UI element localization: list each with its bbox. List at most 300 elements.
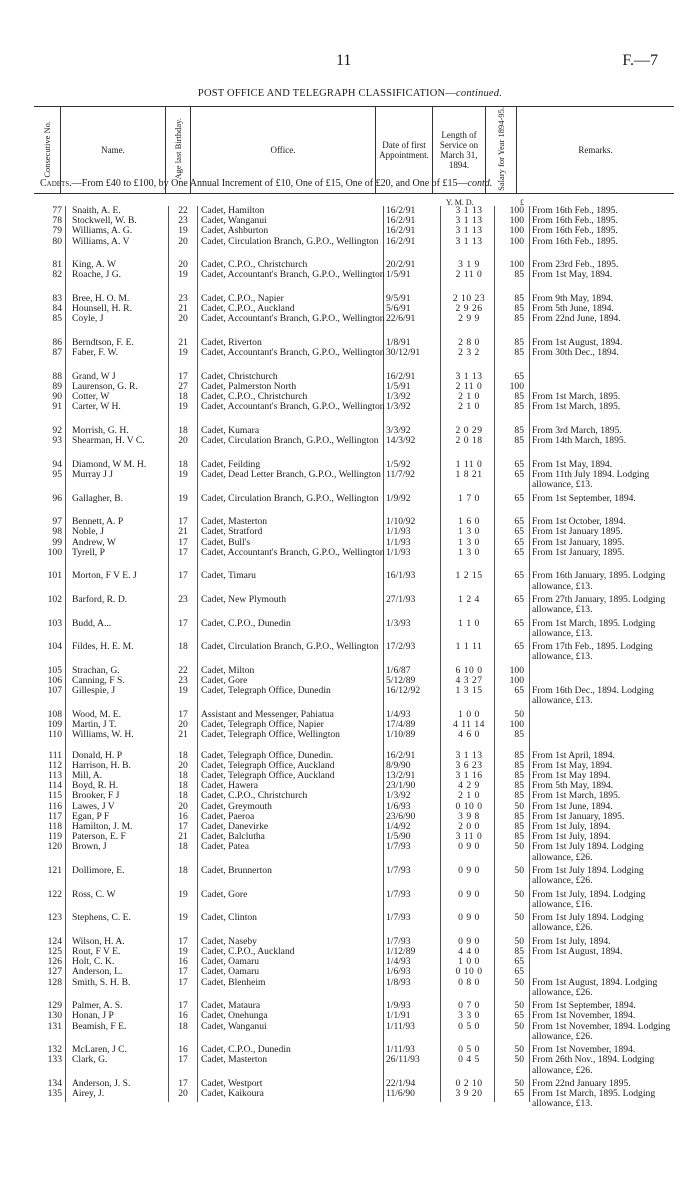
row-age: 20: [178, 435, 188, 447]
row-name: Brooker, F J: [72, 790, 120, 802]
row-date: 3/3/92: [386, 425, 411, 436]
row-office: Cadet, Telegraph Office, Auckland: [201, 770, 335, 781]
row-remarks: From 1st November, 1894.: [532, 1044, 636, 1056]
row-remarks: From 30th Dec., 1894.: [532, 347, 619, 359]
row-service: 0 10 0: [455, 800, 483, 812]
row-service: 3 6 23: [455, 759, 483, 771]
row-salary: 85: [514, 770, 524, 781]
row-age: 20: [178, 719, 188, 730]
row-remarks: From 1st November, 1894. Lodging allowance, £26.: [532, 1020, 671, 1042]
row-remarks: From 3rd March, 1895.: [532, 425, 622, 436]
row-number: 96: [52, 492, 62, 504]
row-salary: 65: [514, 594, 524, 605]
row-number: 81: [52, 259, 62, 271]
row-number: 113: [47, 770, 62, 781]
col-age: Age last Birthday.: [166, 107, 191, 194]
row-remarks: From 23rd Feb., 1895.: [532, 259, 619, 271]
section-label: Cadets.: [40, 178, 72, 189]
row-office: Cadet, Telegraph Office, Napier: [201, 719, 324, 730]
row-salary: 65: [514, 370, 524, 382]
row-service: 3 1 9: [458, 259, 480, 271]
row-salary: 85: [514, 821, 524, 832]
row-remarks: From 1st May, 1894.: [532, 759, 613, 771]
row-service: 1 7 0: [458, 492, 480, 504]
row-name: Canning, F S.: [72, 675, 125, 686]
row-age: 18: [178, 841, 188, 853]
row-number: 90: [52, 391, 62, 403]
row-age: 18: [178, 865, 188, 876]
row-salary: 85: [514, 435, 524, 447]
row-remarks: From 27th January, 1895. Lodging allowance, £13.: [532, 594, 666, 616]
row-remarks: From 1st January, 1895.: [532, 546, 625, 558]
row-number: 126: [47, 956, 62, 968]
col-no: Consecutive No.: [34, 107, 61, 194]
row-name: Williams, A. G.: [72, 225, 133, 237]
row-name: Anderson, L.: [72, 966, 123, 978]
row-remarks: From 1st January, 1895.: [532, 536, 625, 548]
row-salary: 85: [514, 293, 524, 304]
row-service: 2 11 0: [455, 381, 483, 392]
row-age: 16: [178, 1010, 188, 1022]
row-salary: 65: [514, 685, 524, 697]
row-age: 21: [178, 526, 188, 538]
row-office: Cadet, Circulation Branch, G.P.O., Wellington: [201, 641, 379, 653]
row-name: Stephens, C. E.: [72, 912, 131, 924]
row-office: Cadet, Feilding: [201, 458, 261, 470]
row-salary: 50: [514, 1020, 524, 1032]
row-age: 18: [178, 780, 188, 792]
row-age: 17: [178, 370, 188, 382]
row-office: Cadet, Masterton: [201, 1054, 268, 1066]
row-age: 22: [178, 205, 188, 216]
row-date: 1/1/93: [386, 536, 411, 548]
row-number: 89: [52, 381, 62, 392]
row-date: 1/7/93: [386, 865, 411, 876]
row-name: Gillespie, J: [72, 685, 116, 697]
row-name: Ross, C. W: [72, 888, 116, 900]
row-number: 108: [47, 708, 62, 720]
row-salary: 50: [514, 1044, 524, 1056]
row-service: 0 9 0: [458, 841, 480, 853]
row-name: Paterson, E. F: [72, 831, 126, 843]
row-name: Mill, A.: [72, 770, 103, 781]
row-office: Cadet, Westport: [201, 1078, 263, 1089]
row-service: 1 3 0: [458, 526, 480, 538]
row-office: Cadet, Kumara: [201, 425, 260, 436]
row-office: Cadet, Riverton: [201, 337, 262, 348]
row-office: Cadet, Blenheim: [201, 976, 266, 988]
row-remarks: From 1st August, 1894. Lodging allowance, £26.: [532, 976, 658, 998]
row-service: 1 1 0: [458, 617, 480, 629]
row-office: Cadet, Timaru: [201, 570, 256, 582]
row-date: 13/2/91: [386, 770, 416, 781]
row-remarks: From 1st June, 1894.: [532, 800, 613, 812]
row-service: 2 8 0: [458, 337, 480, 348]
row-name: Harrison, H. B.: [72, 759, 131, 771]
row-age: 19: [178, 685, 188, 697]
row-number: 99: [52, 536, 62, 548]
row-age: 17: [178, 536, 188, 548]
row-number: 101: [47, 570, 62, 582]
row-number: 120: [47, 841, 62, 853]
col-office: Office.: [191, 107, 376, 194]
row-number: 104: [47, 641, 62, 653]
row-date: 16/2/91: [386, 235, 416, 247]
row-service: 0 8 0: [458, 976, 480, 988]
row-service: 4 6 0: [458, 729, 480, 741]
row-name: McLaren, J C.: [72, 1044, 127, 1056]
row-service: 1 3 15: [455, 685, 483, 697]
row-name: Lawes, J V: [72, 800, 115, 812]
row-date: 1/5/91: [386, 269, 411, 281]
row-name: Beamish, F E.: [72, 1020, 127, 1032]
row-office: Cadet, Accountant's Branch, G.P.O., Wellington: [201, 401, 385, 413]
row-date: 26/11/93: [386, 1054, 420, 1066]
row-service: 2 10 23: [452, 293, 486, 304]
row-service: 1 1 11: [455, 641, 483, 653]
row-salary: 85: [514, 810, 524, 822]
row-age: 17: [178, 617, 188, 629]
row-date: 27/1/93: [386, 594, 416, 605]
row-date: 1/9/93: [386, 1000, 411, 1012]
row-number: 114: [47, 780, 62, 792]
row-office: Cadet, Telegraph Office, Dunedin: [201, 685, 331, 697]
row-service: 3 1 13: [455, 749, 483, 761]
row-date: 1/4/92: [386, 821, 411, 832]
page-header: [0, 52, 700, 74]
row-age: 17: [178, 935, 188, 947]
row-office: Cadet, Stratford: [201, 526, 263, 538]
row-date: 5/12/89: [386, 675, 416, 686]
row-service: 1 2 15: [455, 570, 483, 582]
row-remarks: From 1st July, 1894. Lodging allowance, £16.: [532, 888, 646, 910]
row-date: 1/7/93: [386, 935, 411, 947]
row-service: 2 9 26: [455, 303, 483, 315]
row-salary: 50: [514, 865, 524, 876]
row-date: 16/2/91: [386, 205, 416, 216]
row-salary: 50: [514, 1078, 524, 1089]
row-salary: 50: [514, 800, 524, 812]
row-salary: 100: [509, 675, 524, 686]
row-service: 2 0 18: [455, 435, 483, 447]
row-service: 1 3 0: [458, 546, 480, 558]
row-salary: 65: [514, 469, 524, 480]
row-remarks: From 5th May, 1894.: [532, 780, 614, 792]
row-date: 1/1/93: [386, 526, 411, 538]
row-service: 4 3 27: [455, 675, 483, 686]
row-office: Cadet, Circulation Branch, G.P.O., Wellington: [201, 492, 379, 504]
row-age: 20: [178, 800, 188, 812]
row-salary: 85: [514, 946, 524, 957]
row-name: Clark, G.: [72, 1054, 108, 1066]
row-office: Cadet, Hamilton: [201, 205, 265, 216]
row-remarks: From 1st July, 1894.: [532, 935, 611, 947]
row-name: Murray J J: [72, 469, 114, 480]
row-date: 11/7/92: [386, 469, 415, 480]
row-remarks: From 1st January 1895.: [532, 526, 623, 538]
row-number: 87: [52, 347, 62, 359]
row-number: 106: [47, 675, 62, 686]
row-date: 22/1/94: [386, 1078, 416, 1089]
row-remarks: From 1st May 1894.: [532, 770, 611, 781]
row-salary: 50: [514, 1054, 524, 1066]
row-remarks: From 1st March, 1895. Lodging allowance, £13.: [532, 1088, 656, 1110]
row-age: 20: [178, 759, 188, 771]
row-remarks: From 1st March, 1895. Lodging allowance, £13.: [532, 617, 656, 639]
row-remarks: From 11th July 1894. Lodging allowance, £13.: [532, 469, 650, 491]
row-date: 1/7/93: [386, 841, 411, 853]
row-number: 109: [47, 719, 62, 730]
row-age: 16: [178, 1044, 188, 1056]
row-number: 122: [47, 888, 62, 900]
row-date: 16/2/91: [386, 225, 416, 237]
row-name: Williams, A. V: [72, 235, 130, 247]
row-number: 103: [47, 617, 62, 629]
row-office: Cadet, C.P.O., Christchurch: [201, 259, 308, 271]
row-number: 135: [47, 1088, 62, 1100]
row-date: 5/6/91: [386, 303, 411, 315]
row-age: 16: [178, 810, 188, 822]
row-service: 1 8 21: [455, 469, 483, 480]
row-office: Assistant and Messenger, Pahiatua: [201, 708, 334, 720]
row-service: 4 11 14: [453, 719, 485, 730]
row-name: Rout, F V E.: [72, 946, 121, 957]
row-date: 1/4/93: [386, 708, 411, 720]
row-remarks: From 1st September, 1894.: [532, 1000, 636, 1012]
row-name: Smith, S. H. B.: [72, 976, 131, 988]
title-continued: continued.: [456, 88, 503, 99]
row-age: 18: [178, 749, 188, 761]
row-age: 18: [178, 391, 188, 403]
row-salary: 85: [514, 425, 524, 436]
row-service: 1 0 0: [458, 956, 480, 968]
row-age: 19: [178, 888, 188, 900]
row-date: 16/12/92: [386, 685, 421, 697]
row-age: 20: [178, 1088, 188, 1100]
row-date: 1/7/93: [386, 888, 411, 900]
row-service: 3 9 8: [458, 810, 480, 822]
row-age: 17: [178, 546, 188, 558]
row-date: 1/11/93: [386, 1044, 415, 1056]
row-service: 0 4 5: [458, 1054, 480, 1066]
row-name: Holt, C. K.: [72, 956, 115, 968]
row-salary: 65: [514, 492, 524, 504]
row-remarks: From 1st March, 1895.: [532, 401, 621, 413]
row-salary: 65: [514, 536, 524, 548]
row-number: 124: [47, 935, 62, 947]
row-number: 80: [52, 235, 62, 247]
row-number: 116: [47, 800, 62, 812]
row-office: Cadet, Accountant's Branch, G.P.O., Wellington: [201, 269, 385, 281]
section-cont: contd.: [467, 178, 493, 189]
row-date: 17/2/93: [386, 641, 416, 653]
row-date: 1/6/87: [386, 664, 411, 676]
row-name: Barford, R. D.: [72, 594, 128, 605]
row-office: Cadet, Accountant's Branch, G.P.O., Wellington: [201, 546, 385, 558]
row-name: Snaith, A. E.: [72, 205, 121, 216]
row-office: Cadet, Circulation Branch, G.P.O., Wellington: [201, 435, 379, 447]
row-office: Cadet, Oamaru: [201, 956, 260, 968]
row-number: 79: [52, 225, 62, 237]
row-office: Cadet, Greymouth: [201, 800, 272, 812]
row-office: Cadet, Telegraph Office, Dunedin.: [201, 749, 334, 761]
row-number: 119: [47, 831, 62, 843]
row-salary: 100: [509, 719, 524, 730]
row-number: 98: [52, 526, 62, 538]
row-office: Cadet, Kaikoura: [201, 1088, 264, 1100]
row-service: 0 5 0: [458, 1044, 480, 1056]
row-service: 1 11 0: [455, 458, 483, 470]
row-service: 3 1 13: [455, 225, 483, 237]
row-salary: 85: [514, 790, 524, 802]
row-number: 100: [47, 546, 62, 558]
row-date: 9/5/91: [386, 293, 411, 304]
row-service: 2 3 2: [458, 347, 480, 359]
row-remarks: From 14th March, 1895.: [532, 435, 627, 447]
row-salary: 50: [514, 841, 524, 853]
row-number: 77: [52, 205, 62, 216]
row-office: Cadet, Accountant's Branch, G.P.O., Wellington: [201, 313, 385, 325]
row-name: Wilson, H. A.: [72, 935, 125, 947]
row-salary: 100: [509, 259, 524, 271]
row-remarks: From 1st July, 1894.: [532, 831, 611, 843]
salary-units: £: [520, 198, 524, 207]
col-remarks: Remarks.: [517, 107, 675, 194]
row-salary: 50: [514, 708, 524, 720]
row-number: 97: [52, 516, 62, 528]
row-office: Cadet, C.P.O., Christchurch: [201, 790, 308, 802]
row-date: 1/8/93: [386, 976, 411, 988]
row-number: 91: [52, 401, 62, 413]
row-salary: 50: [514, 888, 524, 900]
row-name: Berndtson, F. E.: [72, 337, 134, 348]
row-date: 20/2/91: [386, 259, 416, 271]
row-salary: 65: [514, 966, 524, 978]
row-number: 92: [52, 425, 62, 436]
row-date: 1/6/93: [386, 966, 411, 978]
row-salary: 50: [514, 912, 524, 924]
row-date: 1/10/92: [386, 516, 416, 528]
row-remarks: From 1st January, 1895.: [532, 810, 625, 822]
row-date: 1/3/92: [386, 790, 411, 802]
row-office: Cadet, Telegraph Office, Auckland: [201, 759, 335, 771]
table-body: [34, 205, 674, 1110]
row-name: Andrew, W: [72, 536, 116, 548]
row-salary: 85: [514, 759, 524, 771]
row-number: 86: [52, 337, 62, 348]
row-name: Morton, F V E. J: [72, 570, 137, 582]
row-number: 88: [52, 370, 62, 382]
row-date: 16/1/93: [386, 570, 416, 582]
row-age: 17: [178, 966, 188, 978]
row-number: 125: [47, 946, 62, 957]
row-name: Bennett, A. P: [72, 516, 124, 528]
col-service: Length of Service on March 31, 1894.: [433, 107, 486, 194]
row-date: 1/1/93: [386, 546, 411, 558]
row-date: 1/9/92: [386, 492, 411, 504]
row-salary: 100: [509, 215, 524, 227]
row-service: 2 9 9: [458, 313, 480, 325]
row-age: 21: [178, 337, 188, 348]
row-office: Cadet, Dead Letter Branch, G.P.O., Wellington: [201, 469, 381, 480]
row-date: 23/1/90: [386, 780, 416, 792]
row-office: Cadet, Wanganui: [201, 1020, 267, 1032]
row-age: 17: [178, 570, 188, 582]
row-name: Palmer, A. S.: [72, 1000, 123, 1012]
row-service: 1 3 0: [458, 536, 480, 548]
row-number: 85: [52, 313, 62, 325]
row-age: 19: [178, 469, 188, 480]
row-age: 21: [178, 303, 188, 315]
row-office: Cadet, Paeroa: [201, 810, 255, 822]
row-salary: 100: [509, 235, 524, 247]
row-age: 19: [178, 492, 188, 504]
row-name: Noble, J: [72, 526, 104, 538]
row-service: 1 0 0: [458, 708, 480, 720]
row-date: 1/3/93: [386, 617, 411, 629]
row-age: 17: [178, 708, 188, 720]
row-number: 115: [47, 790, 62, 802]
row-number: 112: [47, 759, 62, 771]
row-salary: 50: [514, 976, 524, 988]
row-name: Tyrell, P: [72, 546, 105, 558]
row-date: 1/5/91: [386, 381, 411, 392]
row-number: 102: [47, 594, 62, 605]
row-date: 1/7/93: [386, 912, 411, 924]
row-office: Cadet, Balclutha: [201, 831, 265, 843]
row-age: 16: [178, 956, 188, 968]
row-date: 1/3/92: [386, 401, 411, 413]
row-age: 23: [178, 675, 188, 686]
row-salary: 85: [514, 729, 524, 741]
row-name: Stockwell, W. B.: [72, 215, 137, 227]
row-office: Cadet, C.P.O., Dunedin: [201, 617, 291, 629]
row-service: 0 2 10: [455, 1078, 483, 1089]
row-name: Carter, W H.: [72, 401, 121, 413]
row-remarks: From 1st April, 1894.: [532, 749, 615, 761]
row-name: Diamond, W M. H.: [72, 458, 147, 470]
row-number: 128: [47, 976, 62, 988]
row-number: 117: [47, 810, 62, 822]
row-date: 23/6/90: [386, 810, 416, 822]
row-office: Cadet, Gore: [201, 675, 248, 686]
row-name: Fildes, H. E. M.: [72, 641, 134, 653]
row-remarks: From 1st May, 1894.: [532, 458, 613, 470]
row-remarks: From 22nd June, 1894.: [532, 313, 621, 325]
row-office: Cadet, Patea: [201, 841, 249, 853]
row-number: 111: [48, 749, 62, 761]
row-office: Cadet, C.P.O., Napier: [201, 293, 284, 304]
row-salary: 100: [509, 381, 524, 392]
row-age: 19: [178, 347, 188, 359]
row-number: 94: [52, 458, 62, 470]
row-salary: 65: [514, 956, 524, 968]
row-office: Cadet, Onehunga: [201, 1010, 268, 1022]
row-office: Cadet, Christchurch: [201, 370, 278, 382]
row-date: 16/2/91: [386, 370, 416, 382]
row-office: Cadet, Hawera: [201, 780, 259, 792]
row-name: Dollimore, E.: [72, 865, 125, 876]
row-age: 18: [178, 790, 188, 802]
row-number: 84: [52, 303, 62, 315]
row-name: Wood, M. E.: [72, 708, 122, 720]
row-name: Laurenson, G. R.: [72, 381, 138, 392]
row-salary: 100: [509, 664, 524, 676]
row-name: Williams, W. H.: [72, 729, 134, 741]
row-service: 2 0 0: [458, 821, 480, 832]
row-date: 1/6/93: [386, 800, 411, 812]
row-date: 14/3/92: [386, 435, 416, 447]
